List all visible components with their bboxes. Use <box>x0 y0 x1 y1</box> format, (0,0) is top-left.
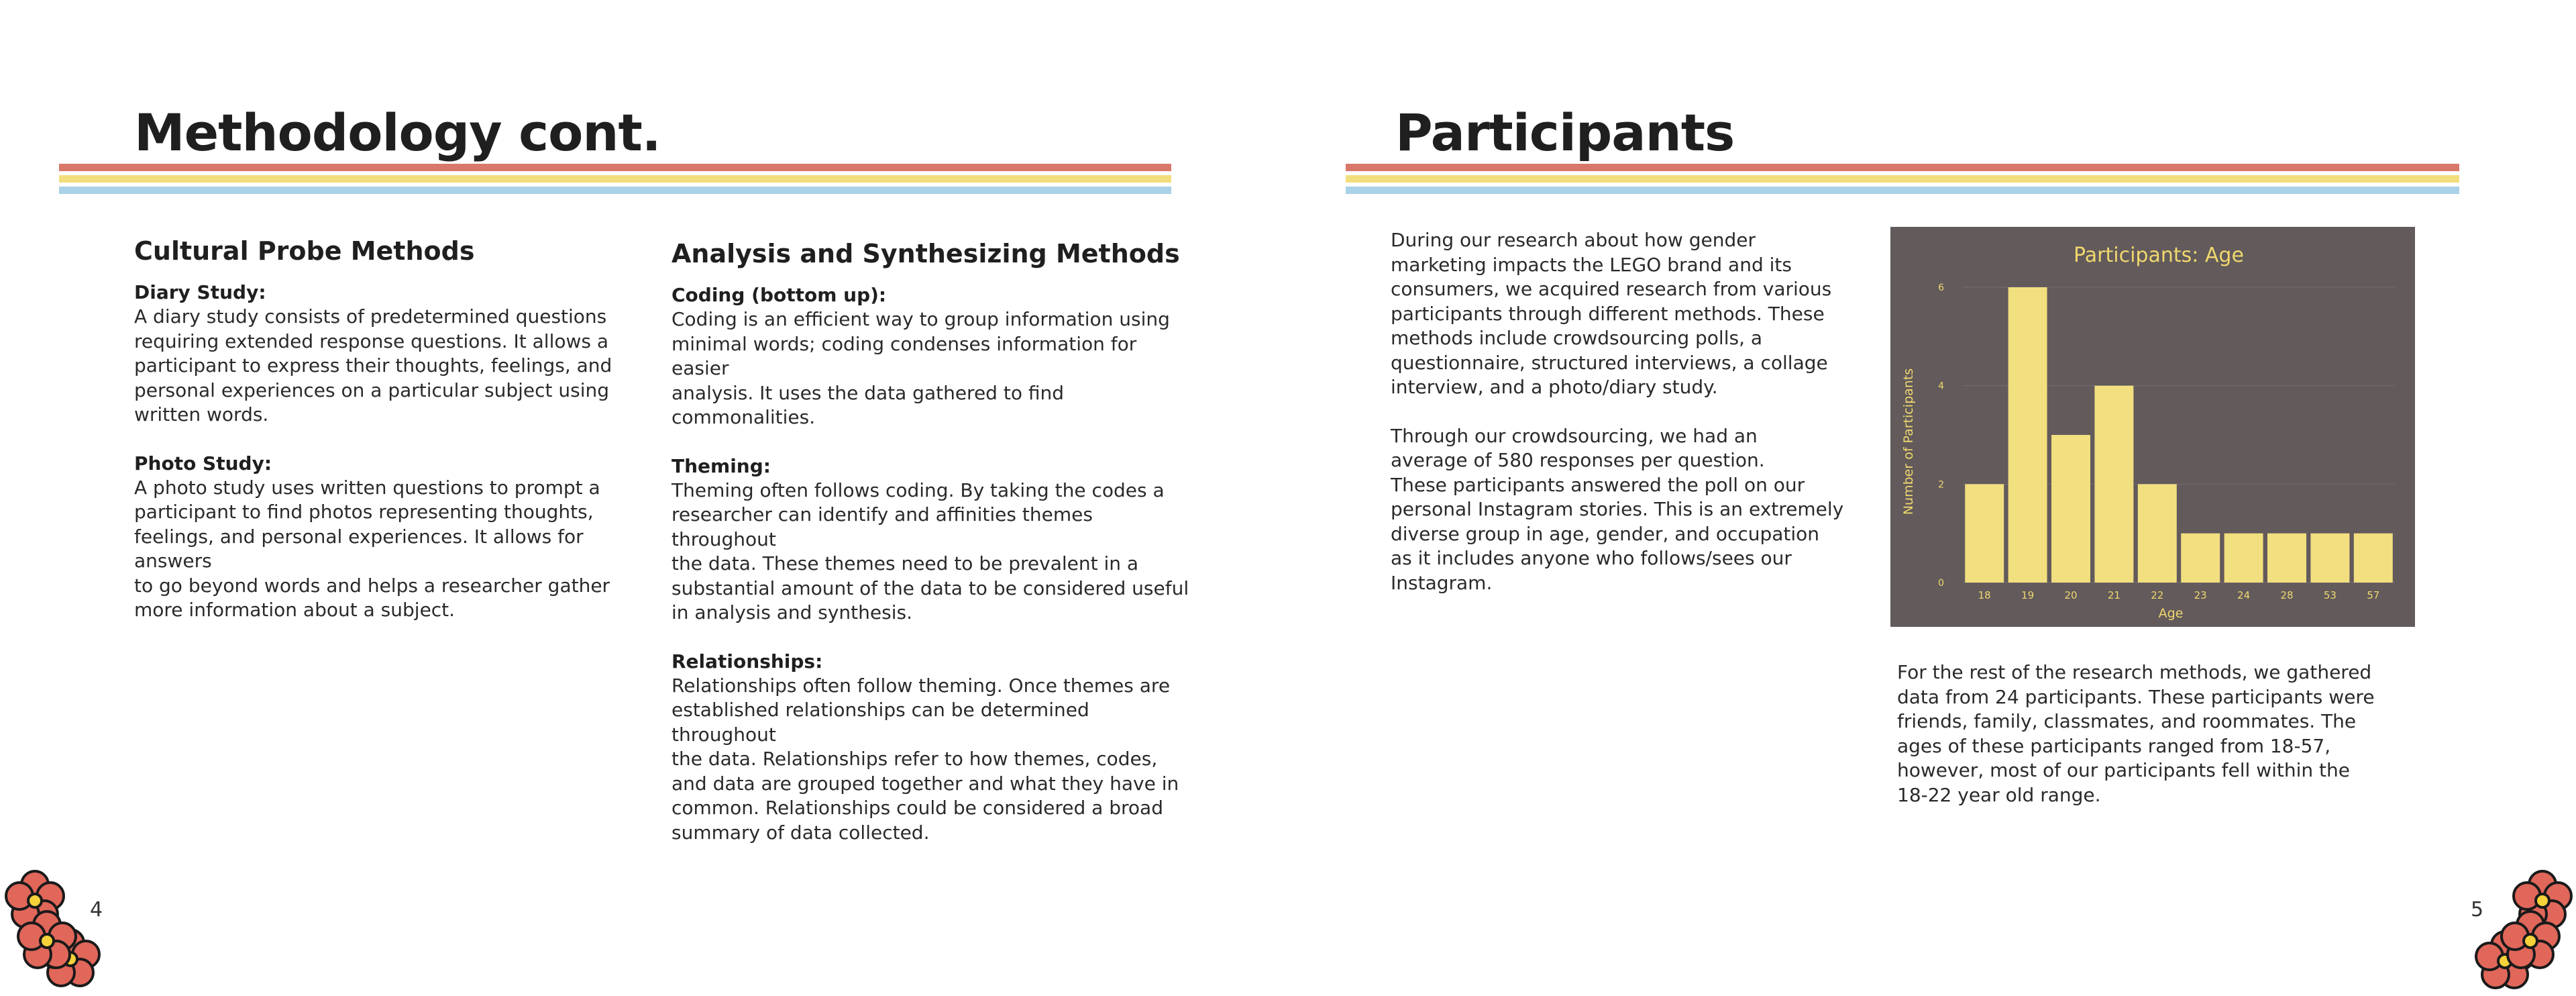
coding-block <box>672 283 1195 430</box>
chart-x-tick-label: 19 <box>2021 589 2035 601</box>
chart-x-tick-label: 53 <box>2323 589 2337 601</box>
coding-label: Coding (bottom up): <box>672 284 887 306</box>
chart-x-axis-label: Age <box>2158 606 2184 621</box>
chart-y-tick-label: 6 <box>1938 283 1944 293</box>
photo-study-block <box>134 452 644 623</box>
chart-x-tick-label: 20 <box>2064 589 2078 601</box>
stripe-blue <box>1346 187 2459 194</box>
age-chart <box>1890 227 2415 627</box>
chart-bar-age-53 <box>2310 534 2349 583</box>
photo-study-label: Photo Study: <box>134 452 272 475</box>
chart-x-tick-label: 24 <box>2237 589 2251 601</box>
left-page-number: 4 <box>90 898 103 922</box>
chart-bar-age-22 <box>2138 484 2177 583</box>
chart-x-tick-label: 18 <box>1978 589 1991 601</box>
chart-bar-age-24 <box>2224 534 2263 583</box>
chart-bar-age-57 <box>2354 534 2393 583</box>
photo-study-text: A photo study uses written questions to prompt a participant to find photos representing thoughts, feelings, and personal experiences. It allows for answers to go beyond words and helps a researcher gather more information about a subject. <box>134 476 610 621</box>
diary-study-label: Diary Study: <box>134 281 266 303</box>
chart-bar-age-28 <box>2267 534 2306 583</box>
chart-x-tick-label: 57 <box>2367 589 2380 601</box>
chart-x-tick-label: 21 <box>2107 589 2121 601</box>
closing-paragraph: For the rest of the research methods, we gathered data from 24 participants. These participants were friends, family, classmates, and roommates. The ages of these participants ranged from 18-57, however, most of our participants fell within the 18-22 year old range. <box>1897 661 2375 806</box>
left-title-stripes <box>59 164 1171 198</box>
theming-block <box>672 454 1195 626</box>
flower-decoration-icon <box>0 862 114 996</box>
participants-intro <box>1391 228 1860 595</box>
chart-y-tick-label: 0 <box>1938 578 1944 589</box>
age-chart-svg <box>1890 227 2415 627</box>
intro-paragraph-2: Through our crowdsourcing, we had an average of 580 responses per question. These participants answered the poll on our personal Instagram stories. This is an extremely diverse group in age, gender, and occupation as it includes anyone who follows/sees our Instagram. <box>1391 424 1844 594</box>
stripe-blue <box>59 187 1171 194</box>
right-page-number: 5 <box>2471 898 2484 922</box>
chart-bar-age-20 <box>2051 435 2090 583</box>
chart-x-tick-label: 22 <box>2151 589 2164 601</box>
stripe-yellow <box>1346 175 2459 183</box>
chart-bar-age-21 <box>2094 386 2133 583</box>
relationships-label: Relationships: <box>672 650 823 673</box>
theming-label: Theming: <box>672 454 771 477</box>
flower-decoration-icon <box>2463 862 2576 996</box>
diary-study-text: A diary study consists of predetermined questions requiring extended response questions. It allows a participant to express their thoughts, feelings, and personal experiences on a particular subject using written words. <box>134 305 612 426</box>
participants-summary <box>1897 660 2407 807</box>
coding-text: Coding is an efficient way to group information using minimal words; coding condenses information for easier analysis. It uses the data gathered to find commonalities. <box>672 308 1170 428</box>
relationships-text: Relationships often follow theming. Once themes are established relationships can be determined throughout the data. Relationships refer to how themes, codes, and data are grouped together and what they have in common. Relationships could be considered a broad summary of data collected. <box>672 674 1179 844</box>
right-title-stripes <box>1346 164 2459 198</box>
analysis-column <box>672 239 1195 869</box>
stripe-red <box>59 164 1171 171</box>
theming-text: Theming often follows coding. By taking the codes a researcher can identify and affinities themes throughout the data. These themes need to be prevalent in a substantial amount of the data to be considered useful in analysis and synthesis. <box>672 479 1189 624</box>
cultural-probe-column <box>134 236 644 647</box>
chart-title: Participants: Age <box>2074 244 2244 267</box>
relationships-block <box>672 650 1195 846</box>
stripe-yellow <box>59 175 1171 183</box>
diary-study-block <box>134 281 644 428</box>
chart-x-tick-label: 28 <box>2280 589 2294 601</box>
stripe-red <box>1346 164 2459 171</box>
chart-x-tick-label: 23 <box>2194 589 2207 601</box>
right-page-title: Participants <box>1395 103 1735 162</box>
intro-paragraph-1: During our research about how gender marketing impacts the LEGO brand and its consumers, we acquired research from various participants through different methods. These methods include crowdsourcing polls, a questionnaire, structured interviews, a collage interview, and a photo/diary study. <box>1391 229 1832 398</box>
chart-y-tick-label: 4 <box>1938 381 1944 392</box>
section-heading-cultural-probe: Cultural Probe Methods <box>134 236 475 266</box>
left-page-title: Methodology cont. <box>134 103 661 162</box>
chart-y-tick-label: 2 <box>1938 479 1944 491</box>
chart-bar-age-19 <box>2008 287 2047 583</box>
chart-bar-age-18 <box>1965 484 2004 583</box>
section-heading-analysis: Analysis and Synthesizing Methods <box>672 239 1180 268</box>
chart-bar-age-23 <box>2181 534 2220 583</box>
chart-y-axis-label: Number of Participants <box>1901 368 1916 515</box>
